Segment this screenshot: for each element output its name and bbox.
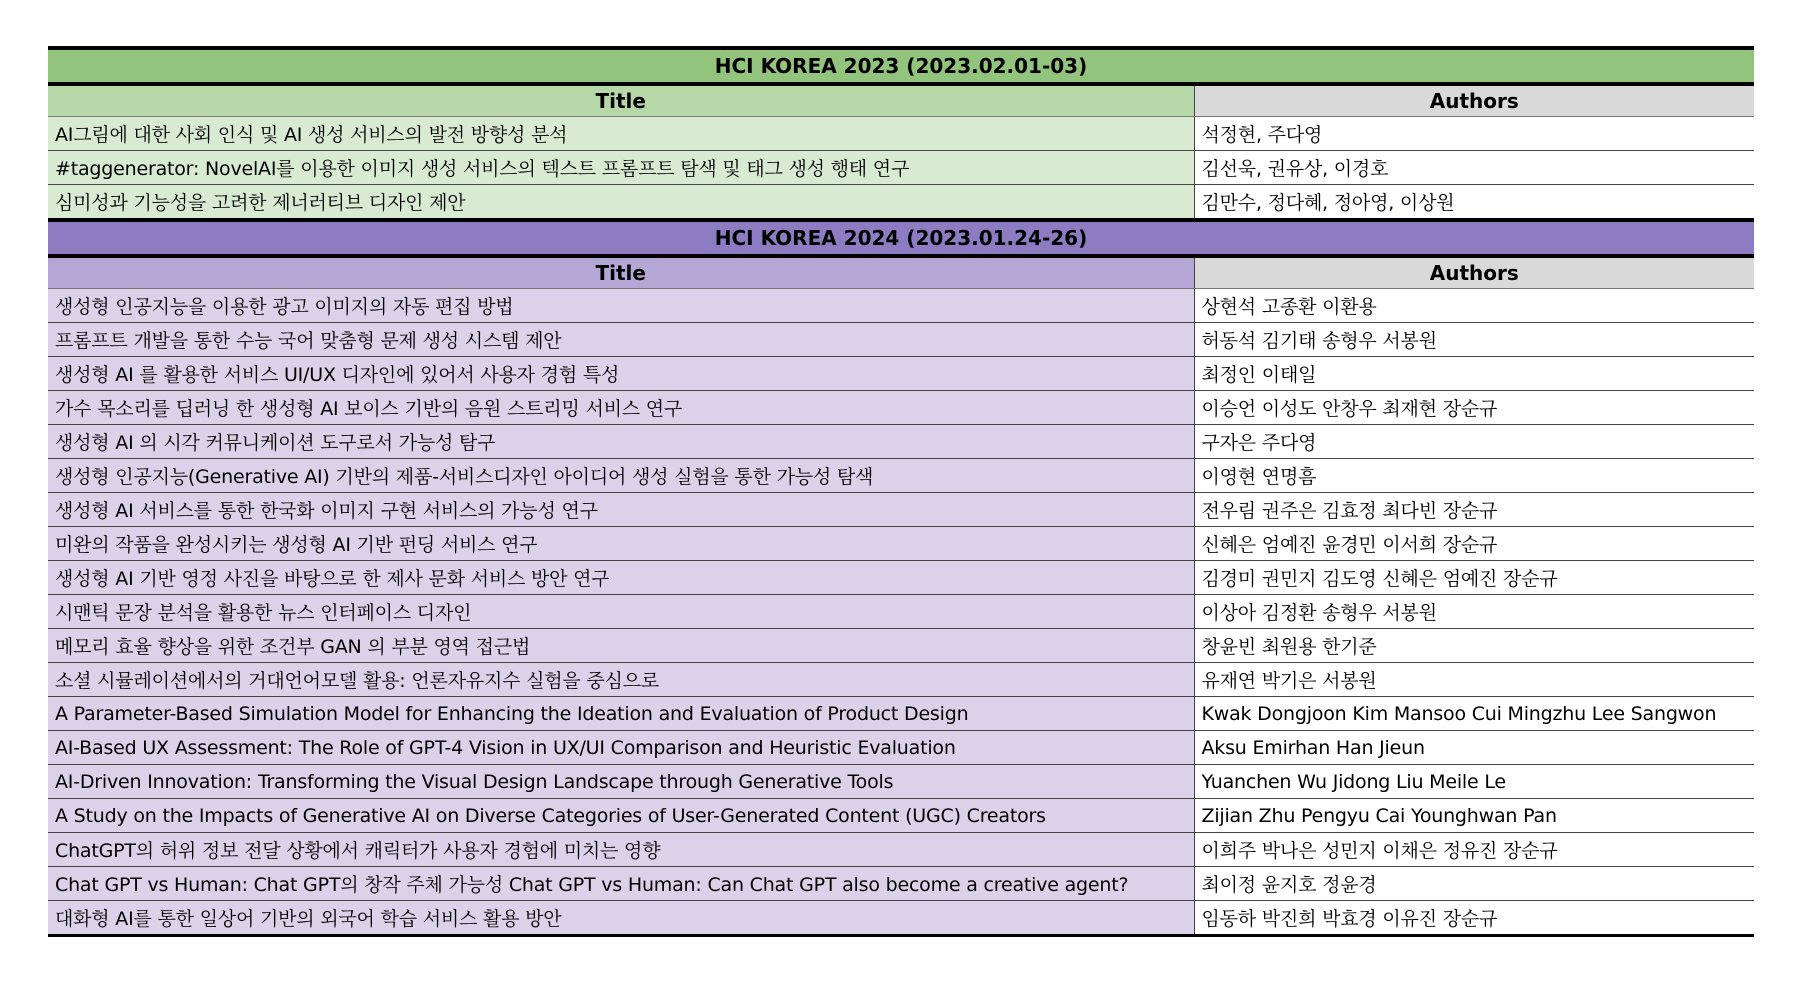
column-header-row — [48, 256, 1754, 289]
paper-authors: 이상아 김정환 송형우 서봉원 — [1194, 595, 1754, 629]
title-column-header: Title — [48, 84, 1194, 117]
section-hci-korea-2024 — [48, 220, 1754, 936]
paper-authors: 임동하 박진희 박효경 이유진 장순규 — [1194, 901, 1754, 936]
paper-title: 생성형 AI 의 시각 커뮤니케이션 도구로서 가능성 탐구 — [48, 425, 1194, 459]
table-row — [48, 151, 1754, 185]
paper-authors: 김만수, 정다혜, 정아영, 이상원 — [1194, 185, 1754, 221]
table-row — [48, 731, 1754, 765]
paper-title: 심미성과 기능성을 고려한 제너러티브 디자인 제안 — [48, 185, 1194, 221]
table-row — [48, 493, 1754, 527]
paper-authors: 김선욱, 권유상, 이경호 — [1194, 151, 1754, 185]
table-row — [48, 357, 1754, 391]
paper-authors: Aksu Emirhan Han Jieun — [1194, 731, 1754, 765]
paper-authors: 이희주 박나은 성민지 이채은 정유진 장순규 — [1194, 833, 1754, 867]
title-column-header: Title — [48, 256, 1194, 289]
table-row — [48, 833, 1754, 867]
table-row — [48, 185, 1754, 221]
section-heading-row — [48, 48, 1754, 84]
paper-title: 생성형 인공지능(Generative AI) 기반의 제품-서비스디자인 아이디어 생성 실험을 통한 가능성 탐색 — [48, 459, 1194, 493]
paper-authors: 최이정 윤지호 정윤경 — [1194, 867, 1754, 901]
paper-authors: 구자은 주다영 — [1194, 425, 1754, 459]
paper-authors: 이영현 연명흠 — [1194, 459, 1754, 493]
table-row — [48, 391, 1754, 425]
table-row — [48, 901, 1754, 936]
table-row — [48, 595, 1754, 629]
paper-authors: Kwak Dongjoon Kim Mansoo Cui Mingzhu Lee Sangwon — [1194, 697, 1754, 731]
table-row — [48, 289, 1754, 323]
paper-authors: 허동석 김기태 송형우 서봉원 — [1194, 323, 1754, 357]
paper-title: 대화형 AI를 통한 일상어 기반의 외국어 학습 서비스 활용 방안 — [48, 901, 1194, 936]
table-row — [48, 765, 1754, 799]
paper-table — [48, 46, 1754, 937]
paper-title: 생성형 인공지능을 이용한 광고 이미지의 자동 편집 방법 — [48, 289, 1194, 323]
paper-title: Chat GPT vs Human: Chat GPT의 창작 주체 가능성 Chat GPT vs Human: Can Chat GPT also become a creative agent? — [48, 867, 1194, 901]
paper-title: 생성형 AI 를 활용한 서비스 UI/UX 디자인에 있어서 사용자 경험 특성 — [48, 357, 1194, 391]
paper-title: AI그림에 대한 사회 인식 및 AI 생성 서비스의 발전 방향성 분석 — [48, 117, 1194, 151]
section-hci-korea-2023 — [48, 48, 1754, 220]
authors-column-header: Authors — [1194, 256, 1754, 289]
section-heading-row — [48, 220, 1754, 256]
paper-title: 생성형 AI 서비스를 통한 한국화 이미지 구현 서비스의 가능성 연구 — [48, 493, 1194, 527]
paper-authors: 창윤빈 최원용 한기준 — [1194, 629, 1754, 663]
paper-authors: Yuanchen Wu Jidong Liu Meile Le — [1194, 765, 1754, 799]
section-heading: HCI KOREA 2024 (2023.01.24-26) — [48, 220, 1754, 256]
paper-table-container — [48, 46, 1754, 937]
paper-title: 프롬프트 개발을 통한 수능 국어 맞춤형 문제 생성 시스템 제안 — [48, 323, 1194, 357]
paper-authors: 상현석 고종환 이환용 — [1194, 289, 1754, 323]
paper-authors: 유재연 박기은 서봉원 — [1194, 663, 1754, 697]
paper-title: A Parameter-Based Simulation Model for Enhancing the Ideation and Evaluation of Product Design — [48, 697, 1194, 731]
paper-title: 메모리 효율 향상을 위한 조건부 GAN 의 부분 영역 접근법 — [48, 629, 1194, 663]
table-row — [48, 629, 1754, 663]
column-header-row — [48, 84, 1754, 117]
paper-title: A Study on the Impacts of Generative AI on Diverse Categories of User-Generated Content (UGC) Creators — [48, 799, 1194, 833]
paper-title: 가수 목소리를 딥러닝 한 생성형 AI 보이스 기반의 음원 스트리밍 서비스 연구 — [48, 391, 1194, 425]
table-row — [48, 425, 1754, 459]
paper-title: 소셜 시뮬레이션에서의 거대언어모델 활용: 언론자유지수 실험을 중심으로 — [48, 663, 1194, 697]
paper-title: AI-Driven Innovation: Transforming the Visual Design Landscape through Generative Tools — [48, 765, 1194, 799]
paper-authors: Zijian Zhu Pengyu Cai Younghwan Pan — [1194, 799, 1754, 833]
paper-authors: 이승언 이성도 안창우 최재현 장순규 — [1194, 391, 1754, 425]
paper-title: AI-Based UX Assessment: The Role of GPT-4 Vision in UX/UI Comparison and Heuristic Evaluation — [48, 731, 1194, 765]
table-row — [48, 323, 1754, 357]
table-row — [48, 117, 1754, 151]
paper-authors: 최정인 이태일 — [1194, 357, 1754, 391]
paper-title: 미완의 작품을 완성시키는 생성형 AI 기반 펀딩 서비스 연구 — [48, 527, 1194, 561]
paper-authors: 전우림 권주은 김효정 최다빈 장순규 — [1194, 493, 1754, 527]
table-row — [48, 459, 1754, 493]
paper-title: #taggenerator: NovelAI를 이용한 이미지 생성 서비스의 텍스트 프롬프트 탐색 및 태그 생성 행태 연구 — [48, 151, 1194, 185]
paper-title: 시맨틱 문장 분석을 활용한 뉴스 인터페이스 디자인 — [48, 595, 1194, 629]
paper-title: ChatGPT의 허위 정보 전달 상황에서 캐릭터가 사용자 경험에 미치는 영향 — [48, 833, 1194, 867]
paper-title: 생성형 AI 기반 영정 사진을 바탕으로 한 제사 문화 서비스 방안 연구 — [48, 561, 1194, 595]
table-row — [48, 697, 1754, 731]
paper-authors: 김경미 권민지 김도영 신혜은 엄예진 장순규 — [1194, 561, 1754, 595]
paper-authors: 석정현, 주다영 — [1194, 117, 1754, 151]
authors-column-header: Authors — [1194, 84, 1754, 117]
paper-authors: 신혜은 엄예진 윤경민 이서희 장순규 — [1194, 527, 1754, 561]
table-row — [48, 527, 1754, 561]
table-row — [48, 799, 1754, 833]
section-heading: HCI KOREA 2023 (2023.02.01-03) — [48, 48, 1754, 84]
table-row — [48, 663, 1754, 697]
table-row — [48, 867, 1754, 901]
table-row — [48, 561, 1754, 595]
